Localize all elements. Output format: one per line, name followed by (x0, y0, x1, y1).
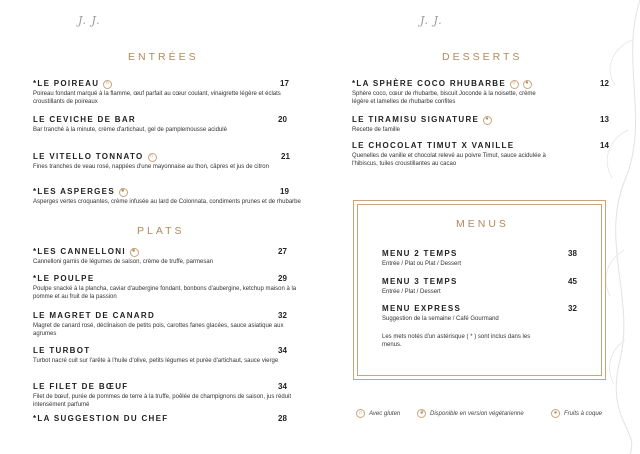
menu-item (33, 311, 291, 346)
gluten-icon: ☼ (356, 409, 365, 418)
item-price: 38 (568, 249, 577, 258)
legend-nuts-label: Fruits à coque (564, 410, 603, 417)
item-description: Magret de canard rosé, déclinaison de petits pois, carottes fanes glacées, sauce asiatique aux agrumes (33, 323, 284, 337)
desserts-list (352, 79, 610, 173)
vegetarian-icon: ❦ (417, 409, 426, 418)
vegetarian-icon: ❦ (130, 248, 139, 257)
item-price: 29 (278, 274, 287, 283)
item-name: *LA SUGGESTION DU CHEF (33, 414, 169, 423)
nuts-icon: ● (551, 409, 560, 418)
item-name: LE TURBOT (33, 346, 91, 355)
menu-item (33, 247, 291, 274)
item-name: MENU 2 TEMPS (382, 249, 458, 258)
legend-nuts (551, 409, 602, 418)
desserts-title: DESSERTS (442, 51, 523, 63)
item-description: Suggestion de la semaine / Café Gourmand (382, 316, 499, 322)
item-price: 21 (281, 152, 290, 161)
item-name: *LE POIREAU (33, 79, 100, 88)
item-price: 32 (568, 304, 577, 313)
item-name: *LES CANNELLONI (33, 247, 126, 256)
gluten-icon: ☼ (510, 80, 519, 89)
menu-item (33, 414, 291, 428)
item-price: 14 (600, 141, 609, 150)
menu-formula (382, 304, 582, 324)
plats-list (33, 247, 297, 428)
plats-title: PLATS (137, 225, 185, 237)
item-price: 34 (278, 346, 287, 355)
menu-item (33, 187, 301, 223)
item-name: LE MAGRET DE CANARD (33, 311, 156, 320)
item-name: *LES ASPERGES (33, 187, 115, 196)
menus-box (353, 200, 606, 380)
item-description: Recette de famille (352, 127, 401, 133)
item-price: 20 (278, 115, 287, 124)
item-name: *LE POULPE (33, 274, 95, 283)
item-name: MENU 3 TEMPS (382, 277, 458, 286)
item-name: LE TIRAMISU SIGNATURE (352, 115, 480, 124)
legend-vegetarian (417, 409, 524, 418)
item-price: 28 (278, 414, 287, 423)
menu-formula (382, 249, 582, 269)
menu-item (33, 152, 291, 187)
menu-formula (382, 277, 582, 297)
signature-logo-left: J. J. (78, 14, 101, 27)
item-name: LE VITELLO TONNATO (33, 152, 144, 161)
item-description: Asperges vertes croquantes, crème infusée au lard de Colonnata, condiments prunes et de rhubarbe (33, 199, 301, 205)
item-description: Filet de bœuf, purée de pommes de terre à la truffe, poêlée de champignons de saison, jus réduit intensément parfumé (33, 394, 292, 408)
menus-note: Les mets notés d'un astérisque ( * ) sont inclus dans les menus. (382, 334, 531, 348)
item-description: Fines tranches de veau rosé, nappées d'une mayonnaise au thon, câpres et jus de citron (33, 164, 269, 170)
item-description: Poulpe snacké à la plancha, caviar d'aubergine fondant, bonbons d'aubergine, ketchup maison à la pomme et au fruit de la passion (33, 286, 297, 300)
item-name: MENU EXPRESS (382, 304, 462, 313)
item-description: Poireau fondant marqué à la flamme, œuf parfait au cœur coulant, vinaigrette légère et éclats croustillants de poireaux (33, 91, 281, 105)
item-price: 17 (280, 79, 289, 88)
item-description: Bar tranché à la minute, crème d'artichaut, gel de pamplemousse acidulé (33, 127, 227, 133)
item-price: 13 (600, 115, 609, 124)
menu-item (33, 346, 291, 382)
item-name: LE FILET DE BŒUF (33, 382, 129, 391)
menu-item (33, 79, 291, 115)
entrees-list (33, 79, 301, 223)
legend-gluten-label: Avec gluten (369, 410, 401, 417)
item-price: 19 (280, 187, 289, 196)
legend-vegetarian-label: Disponible en version végétarienne (430, 410, 524, 417)
item-description: Cannelloni garnis de légumes de saison, crème de truffe, parmesan (33, 259, 213, 265)
item-description: Entrée / Plat / Dessert (382, 289, 441, 295)
item-description: Entrée / Plat ou Plat / Dessert (382, 261, 462, 267)
menus-title: MENUS (456, 218, 509, 230)
nuts-icon: ● (483, 116, 492, 125)
menu-item (33, 274, 297, 311)
menu-item (33, 115, 291, 152)
item-price: 34 (278, 382, 287, 391)
item-price: 27 (278, 247, 287, 256)
nuts-icon: ● (523, 80, 532, 89)
menu-item (352, 141, 610, 173)
gluten-icon: ☼ (103, 80, 112, 89)
menu-item (352, 79, 610, 115)
item-name: *LA SPHÈRE COCO RHUBARBE (352, 79, 507, 88)
item-price: 12 (600, 79, 609, 88)
item-price: 32 (278, 311, 287, 320)
item-description: Quenelles de vanille et chocolat relevé au poivre Timut, sauce acidulée à l'hibiscus, tuiles croustillantes au cacao (352, 153, 546, 167)
item-description: Turbot nacré cuit sur l'arête à l'huile d'olive, petits légumes et purée d'artichaut, sauce vierge (33, 358, 279, 364)
vegetarian-icon: ❦ (119, 188, 128, 197)
gluten-icon: ☼ (148, 153, 157, 162)
item-name: LE CHOCOLAT TIMUT X VANILLE (352, 141, 515, 150)
item-price: 45 (568, 277, 577, 286)
legend-gluten (356, 409, 400, 418)
item-description: Sphère coco, cœur de rhubarbe, biscuit Joconde à la noisette, crème légère et lamelles de rhubarbe confites (352, 91, 536, 105)
menu-item (33, 382, 291, 414)
entrees-title: ENTRÉES (128, 51, 199, 63)
signature-logo-right: J. J. (420, 14, 443, 27)
menu-item (352, 115, 610, 141)
item-name: LE CEVICHE DE BAR (33, 115, 136, 124)
